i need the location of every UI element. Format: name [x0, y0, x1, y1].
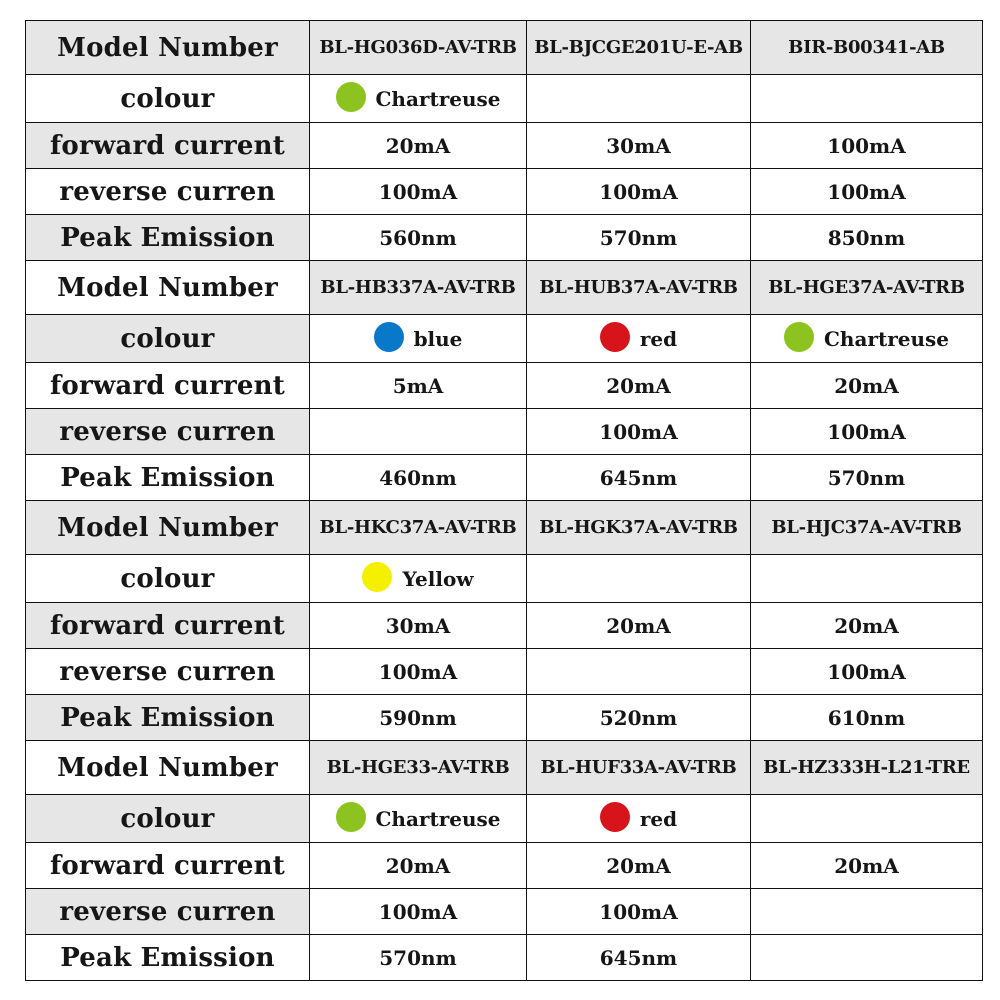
colour-cell	[751, 75, 983, 123]
model-number-cell: BIR-B00341-AB	[751, 21, 983, 75]
row-label-peak: Peak Emission	[26, 935, 310, 981]
color-dot-icon	[336, 82, 366, 112]
row-colour	[26, 555, 983, 603]
model-number-cell: BL-HKC37A-AV-TRB	[310, 501, 527, 555]
row-label-colour: colour	[26, 795, 310, 843]
peak-value-cell: 645nm	[527, 935, 751, 981]
row-label-reverse: reverse curren	[26, 409, 310, 455]
colour-name: Yellow	[402, 566, 474, 591]
forward-value-cell: 20mA	[527, 603, 751, 649]
row-label-colour: colour	[26, 75, 310, 123]
row-forward	[26, 843, 983, 889]
model-number-cell: BL-HZ333H-L21-TRE	[751, 741, 983, 795]
colour-cell	[527, 75, 751, 123]
forward-value-cell: 30mA	[527, 123, 751, 169]
row-label-peak: Peak Emission	[26, 455, 310, 501]
row-label-forward: forward current	[26, 603, 310, 649]
colour-name: blue	[413, 326, 463, 351]
forward-value-cell: 20mA	[527, 843, 751, 889]
row-model	[26, 21, 983, 75]
row-label-peak: Peak Emission	[26, 215, 310, 261]
colour-cell	[310, 75, 527, 123]
peak-value-cell: 610nm	[751, 695, 983, 741]
colour-cell	[751, 795, 983, 843]
reverse-value-cell: 100mA	[310, 169, 527, 215]
spec-table-body	[26, 21, 983, 981]
forward-value-cell: 5mA	[310, 363, 527, 409]
row-peak	[26, 695, 983, 741]
reverse-value-cell: 100mA	[527, 169, 751, 215]
forward-value-cell: 20mA	[751, 603, 983, 649]
model-number-cell: BL-HG036D-AV-TRB	[310, 21, 527, 75]
model-number-cell: BL-HUB37A-AV-TRB	[527, 261, 751, 315]
reverse-value-cell	[751, 889, 983, 935]
model-number-cell: BL-HGK37A-AV-TRB	[527, 501, 751, 555]
model-number-cell: BL-HJC37A-AV-TRB	[751, 501, 983, 555]
reverse-value-cell: 100mA	[527, 889, 751, 935]
model-number-cell: BL-HGE33-AV-TRB	[310, 741, 527, 795]
peak-value-cell	[751, 935, 983, 981]
row-label-peak: Peak Emission	[26, 695, 310, 741]
row-label-reverse: reverse curren	[26, 169, 310, 215]
peak-value-cell: 570nm	[310, 935, 527, 981]
row-forward	[26, 363, 983, 409]
forward-value-cell: 100mA	[751, 123, 983, 169]
colour-name: red	[639, 326, 678, 351]
forward-value-cell: 20mA	[310, 843, 527, 889]
reverse-value-cell: 100mA	[527, 409, 751, 455]
row-label-reverse: reverse curren	[26, 889, 310, 935]
row-colour	[26, 75, 983, 123]
colour-cell	[527, 315, 751, 363]
colour-name: Chartreuse	[375, 86, 501, 111]
peak-value-cell: 570nm	[751, 455, 983, 501]
row-label-forward: forward current	[26, 123, 310, 169]
peak-value-cell: 520nm	[527, 695, 751, 741]
row-peak	[26, 935, 983, 981]
peak-value-cell: 570nm	[527, 215, 751, 261]
row-forward	[26, 123, 983, 169]
colour-name: Chartreuse	[375, 806, 501, 831]
row-reverse	[26, 169, 983, 215]
row-label-colour: colour	[26, 555, 310, 603]
reverse-value-cell	[310, 409, 527, 455]
forward-value-cell: 20mA	[527, 363, 751, 409]
forward-value-cell: 20mA	[310, 123, 527, 169]
colour-cell	[527, 555, 751, 603]
peak-value-cell: 560nm	[310, 215, 527, 261]
row-label-model: Model Number	[26, 741, 310, 795]
row-forward	[26, 603, 983, 649]
model-number-cell: BL-HB337A-AV-TRB	[310, 261, 527, 315]
reverse-value-cell: 100mA	[310, 649, 527, 695]
colour-cell	[751, 555, 983, 603]
colour-cell	[310, 795, 527, 843]
colour-cell	[310, 315, 527, 363]
row-label-forward: forward current	[26, 843, 310, 889]
peak-value-cell: 850nm	[751, 215, 983, 261]
row-reverse	[26, 409, 983, 455]
row-label-colour: colour	[26, 315, 310, 363]
reverse-value-cell: 100mA	[751, 169, 983, 215]
color-dot-icon	[336, 802, 366, 832]
colour-cell	[527, 795, 751, 843]
row-peak	[26, 455, 983, 501]
peak-value-cell: 460nm	[310, 455, 527, 501]
row-label-forward: forward current	[26, 363, 310, 409]
row-reverse	[26, 649, 983, 695]
model-number-cell: BL-HGE37A-AV-TRB	[751, 261, 983, 315]
forward-value-cell: 20mA	[751, 363, 983, 409]
row-model	[26, 261, 983, 315]
row-label-model: Model Number	[26, 261, 310, 315]
row-colour	[26, 795, 983, 843]
row-peak	[26, 215, 983, 261]
forward-value-cell: 30mA	[310, 603, 527, 649]
peak-value-cell: 590nm	[310, 695, 527, 741]
peak-value-cell: 645nm	[527, 455, 751, 501]
reverse-value-cell	[527, 649, 751, 695]
row-label-reverse: reverse curren	[26, 649, 310, 695]
row-model	[26, 741, 983, 795]
row-model	[26, 501, 983, 555]
row-label-model: Model Number	[26, 501, 310, 555]
colour-cell	[310, 555, 527, 603]
model-number-cell: BL-BJCGE201U-E-AB	[527, 21, 751, 75]
colour-cell	[751, 315, 983, 363]
led-spec-table	[25, 20, 983, 981]
color-dot-icon	[374, 322, 404, 352]
row-label-model: Model Number	[26, 21, 310, 75]
color-dot-icon	[784, 322, 814, 352]
color-dot-icon	[600, 802, 630, 832]
model-number-cell: BL-HUF33A-AV-TRB	[527, 741, 751, 795]
color-dot-icon	[600, 322, 630, 352]
reverse-value-cell: 100mA	[751, 409, 983, 455]
forward-value-cell: 20mA	[751, 843, 983, 889]
color-dot-icon	[362, 562, 392, 592]
reverse-value-cell: 100mA	[751, 649, 983, 695]
colour-name: Chartreuse	[824, 326, 949, 351]
row-reverse	[26, 889, 983, 935]
row-colour	[26, 315, 983, 363]
colour-name: red	[639, 806, 678, 831]
reverse-value-cell: 100mA	[310, 889, 527, 935]
